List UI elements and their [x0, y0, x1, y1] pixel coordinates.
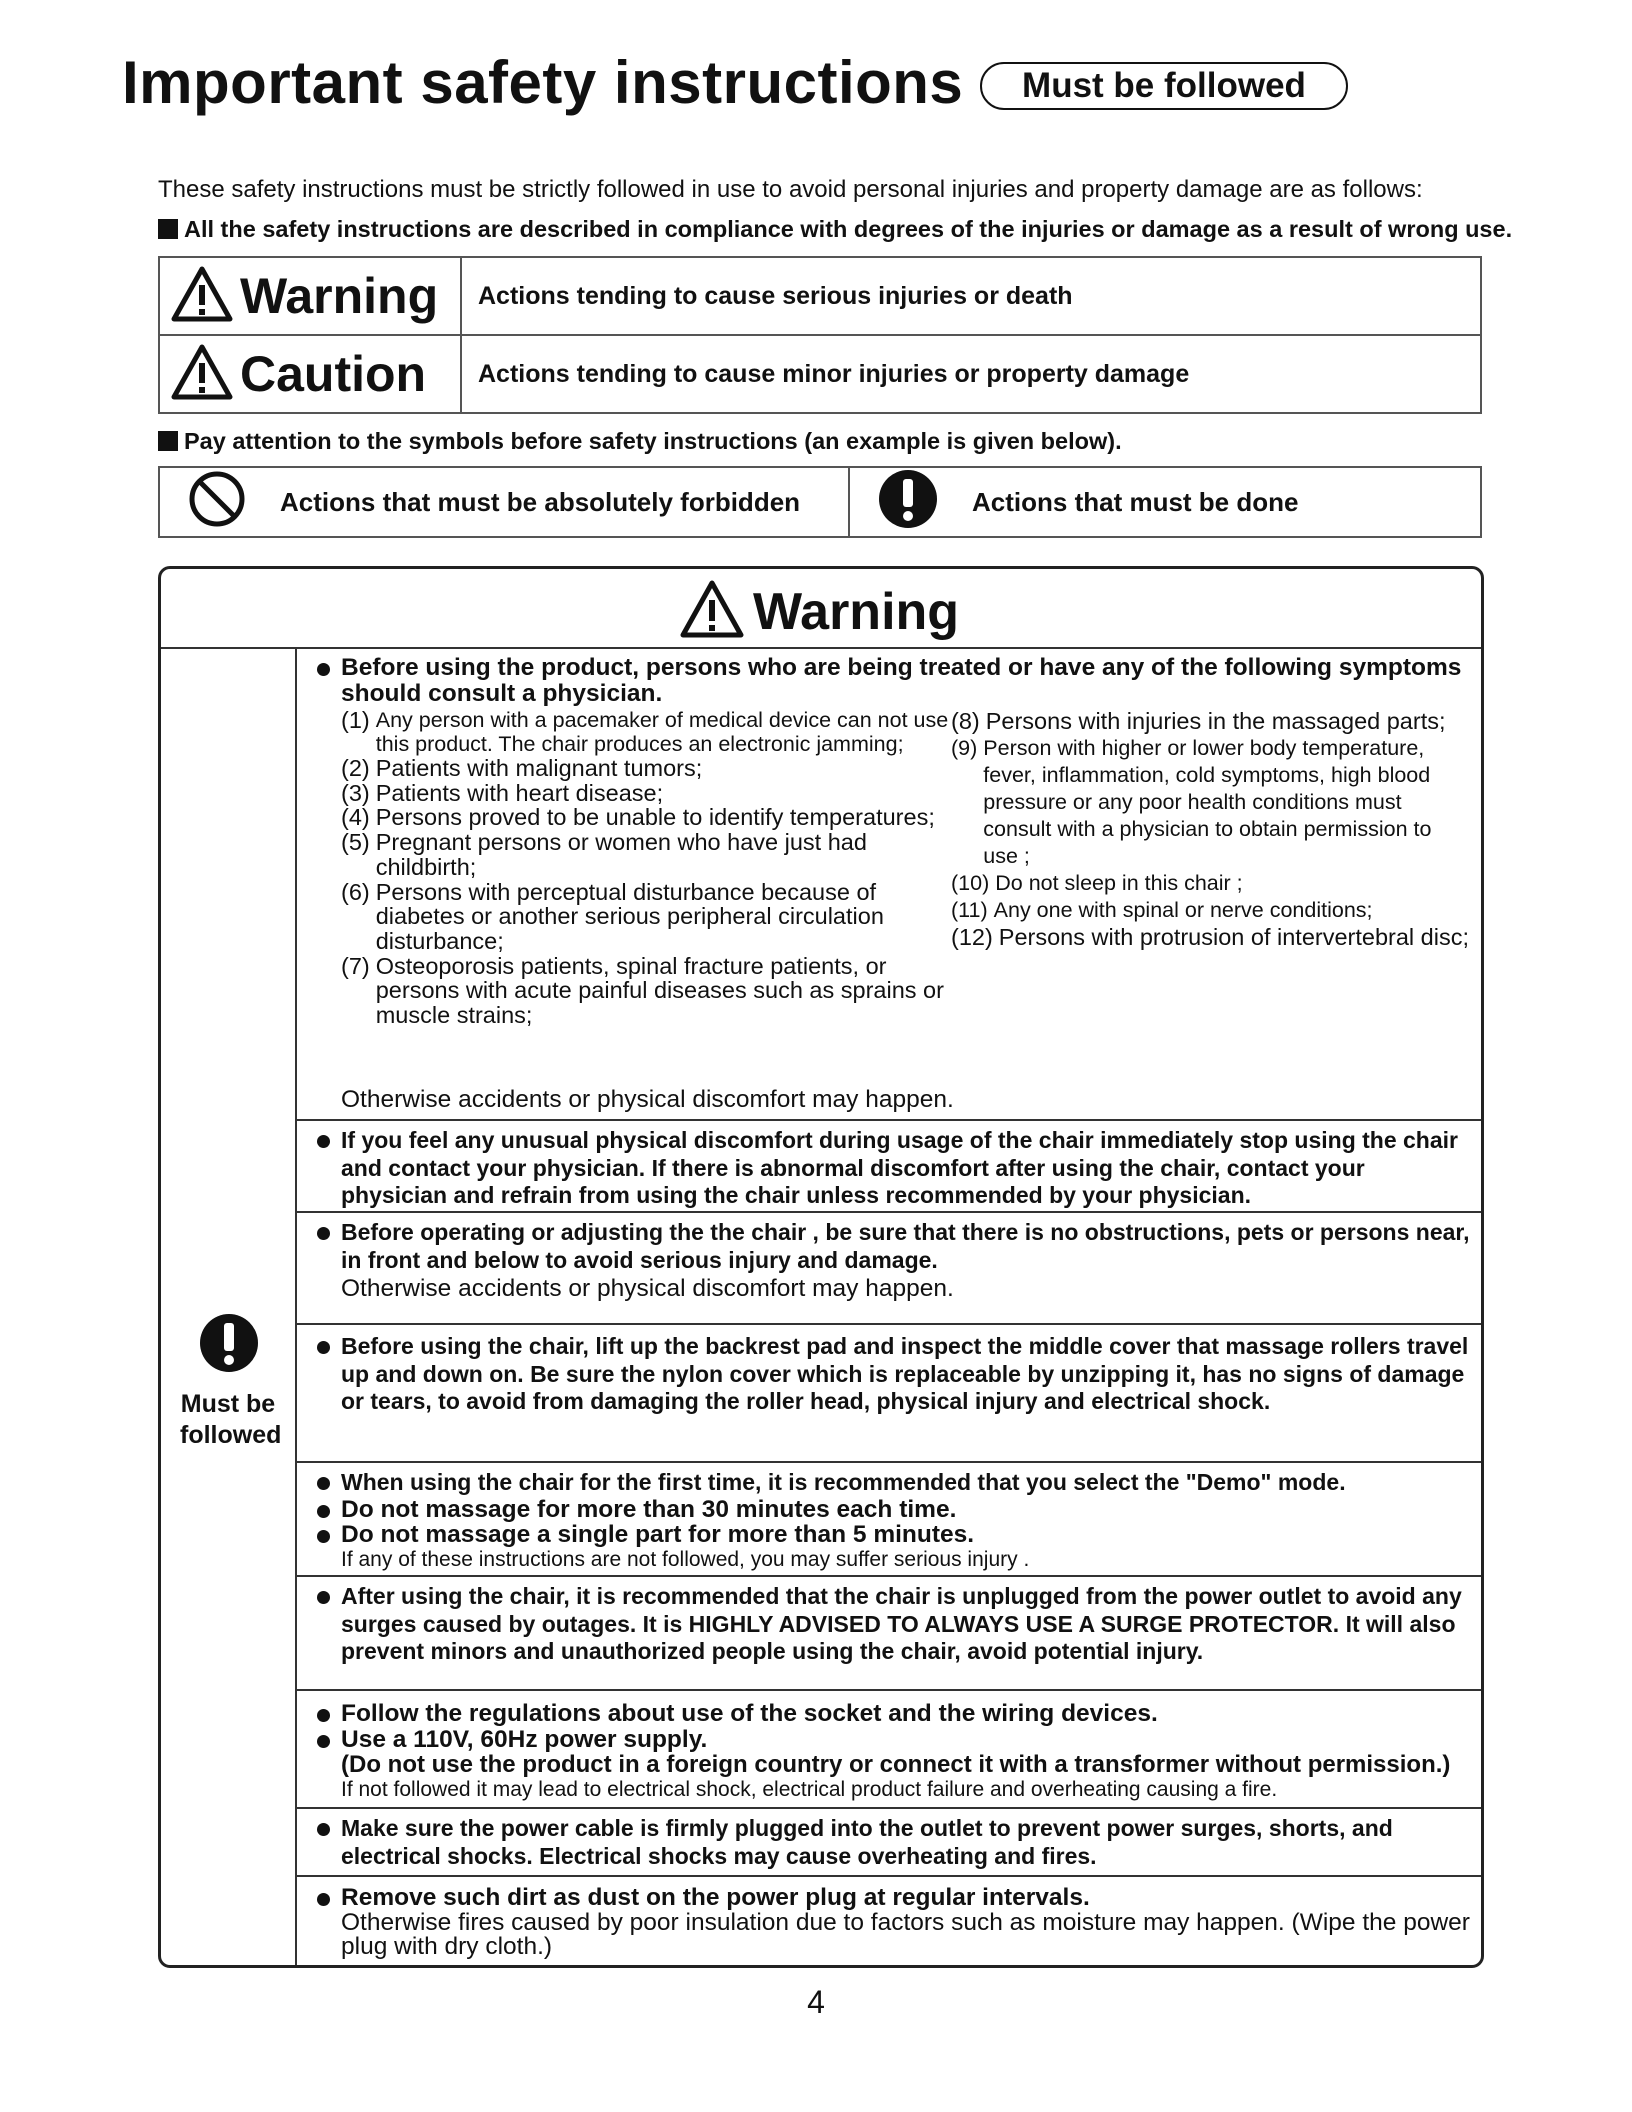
legend-warning-label: Warning — [240, 268, 439, 324]
list-item: (3) Patients with heart disease; — [341, 779, 664, 806]
symbol-forbidden — [159, 467, 849, 537]
unplug-text: After using the chair, it is recommended that the chair is unplugged from the power outlet to avoid any surges caused by outages. It is HIGHLY ADVISED TO ALWAYS USE A SURGE PROTECTOR. It will also prevent minors and unauthorized people using the chair, avoid potential injury. — [315, 1583, 1471, 1666]
list-item: (5) Pregnant persons or women who have just had childbirth; — [341, 829, 867, 880]
obstruction-text: Before operating or adjusting the the chair , be sure that there is no obstructions, pets or persons near, in front and below to avoid serious injury and damage. — [315, 1219, 1471, 1274]
section-consult-physician — [297, 649, 1481, 1121]
legend-row-warning — [159, 257, 1481, 335]
dust-lead: Remove such dirt as dust on the power plug at regular intervals. — [315, 1885, 1471, 1911]
note-degrees-text: All the safety instructions are described in compliance with degrees of the injuries or damage as a result of wrong use. — [184, 216, 1513, 242]
must-be-followed-label: Must be followed — [180, 1390, 282, 1449]
first-use-bullet: Do not massage a single part for more than 5 minutes. — [315, 1522, 1471, 1548]
list-item: (7) Osteoporosis patients, spinal fracture patients, or persons with acute painful diseases such as sprains or muscle strains; — [341, 952, 944, 1029]
page-title: Important safety instructions — [122, 49, 964, 116]
symbol-mandatory-label: Actions that must be done — [972, 486, 1299, 517]
section-dust — [297, 1877, 1481, 1965]
consult-lead: Before using the product, persons who are being treated or have any of the following symptoms should consult a physician. — [315, 655, 1471, 706]
warning-triangle-icon — [170, 265, 234, 328]
list-item: (12) Persons with protrusion of intervertebral disc; — [951, 924, 1470, 950]
section-socket — [297, 1691, 1481, 1809]
discomfort-text: If you feel any unusual physical discomfort during usage of the chair immediately stop using the chair and contact your physician. If there is abnormal discomfort after using the chair, contact your physician and refrain from using the chair unless recommended by your physician. — [315, 1127, 1471, 1210]
socket-paren: (Do not use the product in a foreign country or connect it with a transformer without permission.) — [341, 1751, 1451, 1778]
list-item: (9) Person with higher or lower body temperature, fever, inflammation, cold symptoms, high blood pressure or any poor health conditions must consult with a physician to obtain permission to use ; — [951, 736, 1432, 868]
list-item: (1) Any person with a pacemaker of medical device can not use this product. The chair produces an electronic jamming; — [341, 707, 949, 756]
warning-box-title: Warning — [753, 582, 960, 641]
section-cable — [297, 1809, 1481, 1877]
square-bullet-icon — [158, 219, 178, 239]
list-item: (10) Do not sleep in this chair ; — [951, 871, 1243, 895]
inspect-text: Before using the chair, lift up the backrest pad and inspect the middle cover that massage rollers travel up and down on. Be sure the nylon cover which is replaceable by unzipping it, has no signs of damage or tears, to avoid from damaging the roller head, physical injury and electrical shock. — [315, 1333, 1471, 1416]
first-use-bullet: When using the chair for the first time, it is recommended that you select the "Demo" mode. — [315, 1469, 1471, 1497]
obstruction-footer: Otherwise accidents or physical discomfort may happen. — [341, 1275, 954, 1302]
symbol-forbidden-label: Actions that must be absolutely forbidden — [280, 486, 801, 517]
first-use-bullet: Do not massage for more than 30 minutes each time. — [315, 1497, 1471, 1523]
warning-triangle-icon — [679, 579, 745, 644]
list-item: (2) Patients with malignant tumors; — [341, 755, 703, 781]
cable-text: Make sure the power cable is firmly plugged into the outlet to prevent power surges, shorts, and electrical shocks. Electrical shocks may cause overheating and fires. — [315, 1815, 1471, 1870]
dust-text: Otherwise fires caused by poor insulation due to factors such as moisture may happen. (Wipe the power plug with dry cloth.) — [341, 1908, 1470, 1960]
note-degrees — [158, 216, 1512, 243]
socket-bullet: Use a 110V, 60Hz power supply. — [315, 1727, 1471, 1753]
section-discomfort — [297, 1121, 1481, 1213]
legend-caution-desc: Actions tending to cause minor injuries or property damage — [461, 335, 1481, 413]
symbol-mandatory — [849, 467, 1481, 537]
list-item: (8) Persons with injuries in the massaged parts; — [951, 708, 1446, 734]
caution-triangle-icon — [170, 343, 234, 406]
section-first-use — [297, 1463, 1481, 1577]
socket-footer: If not followed it may lead to electrical shock, electrical product failure and overheating causing a fire. — [341, 1778, 1278, 1801]
mandatory-icon — [878, 469, 938, 536]
consult-list-right — [951, 708, 1471, 1028]
must-be-followed-badge: Must be followed — [980, 62, 1348, 110]
consult-footer: Otherwise accidents or physical discomfort may happen. — [341, 1086, 954, 1113]
legend-caution-label: Caution — [240, 346, 427, 402]
must-be-followed-column — [161, 649, 297, 1965]
note-symbols — [158, 428, 1122, 455]
square-bullet-icon — [158, 431, 178, 451]
legend-warning-desc: Actions tending to cause serious injuries or death — [461, 257, 1481, 335]
prohibition-icon — [188, 470, 246, 535]
consult-list-left — [315, 708, 951, 1028]
legend-row-caution — [159, 335, 1481, 413]
section-unplug — [297, 1577, 1481, 1691]
symbols-legend — [158, 466, 1482, 538]
list-item: (4) Persons proved to be unable to identify temperatures; — [341, 804, 935, 831]
warning-box-header — [161, 569, 1481, 649]
note-symbols-text: Pay attention to the symbols before safety instructions (an example is given below). — [184, 428, 1122, 454]
section-inspect-cover — [297, 1325, 1481, 1463]
header — [122, 48, 1522, 128]
page-number: 4 — [807, 1984, 825, 2020]
intro-text: These safety instructions must be strictly followed in use to avoid personal injuries and property damage are as follows: — [158, 176, 1423, 203]
list-item: (6) Persons with perceptual disturbance because of diabetes or another serious peripheral circulation disturbance; — [341, 878, 884, 954]
section-obstruction — [297, 1213, 1481, 1325]
severity-legend — [158, 256, 1482, 414]
socket-bullet: Follow the regulations about use of the socket and the wiring devices. — [315, 1701, 1471, 1727]
first-use-footer: If any of these instructions are not followed, you may suffer serious injury . — [341, 1547, 1030, 1571]
list-item: (11) Any one with spinal or nerve conditions; — [951, 898, 1373, 922]
mandatory-icon — [199, 1313, 259, 1378]
warning-box — [158, 566, 1484, 1968]
